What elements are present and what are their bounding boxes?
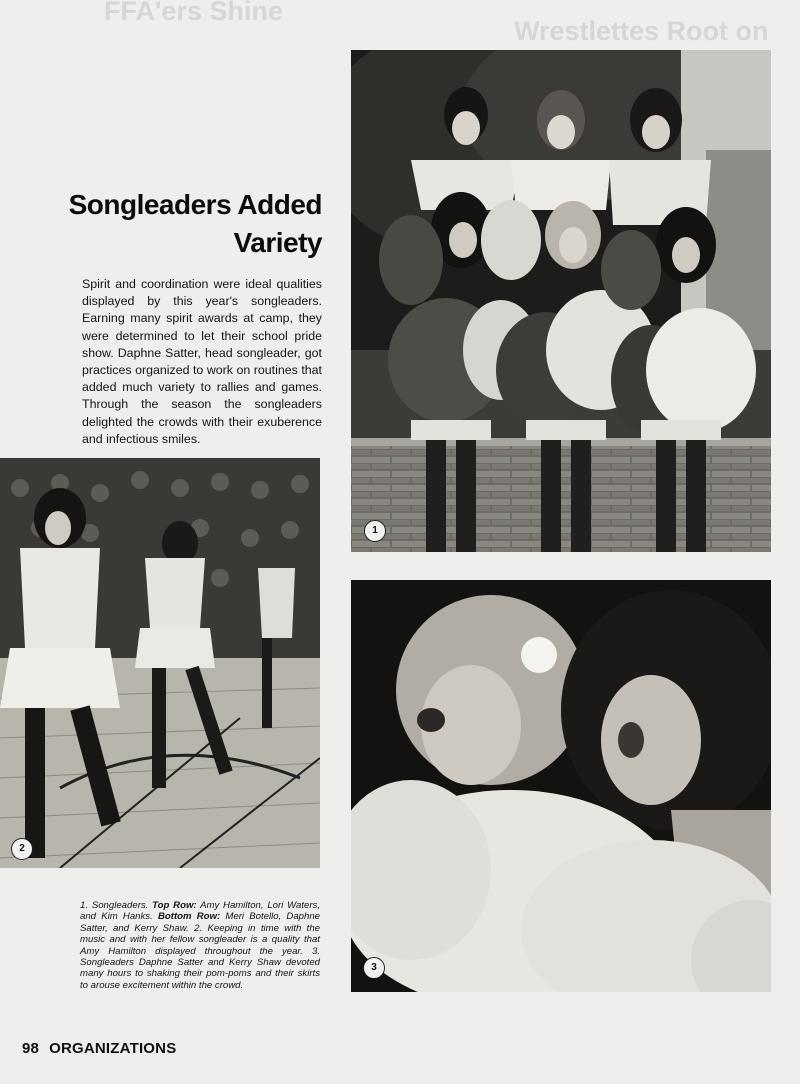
caption-3-number: 3.: [311, 945, 320, 957]
caption-1-row1-text: Amy Hamilton, Lori Waters, and Kim Hanks.: [80, 900, 321, 923]
photo-cheering-closeup: [351, 580, 771, 992]
caption-1-row2-label: Bottom Row:: [157, 911, 221, 923]
headline-line-1: Songleaders Added: [68, 189, 322, 220]
group-portrait-image: [351, 50, 771, 552]
photo-gym-performance: [0, 458, 320, 868]
caption-1-row1-label: Top Row:: [152, 900, 197, 911]
cheering-closeup-image: [351, 580, 771, 992]
photo-number-badge: 3: [363, 957, 385, 979]
photo-number-badge: 2: [11, 838, 33, 860]
caption-1-row2-text: Meri Botello, Daphne Satter, and Kerry Shaw.: [80, 911, 321, 934]
caption-2-number: 2.: [194, 922, 203, 934]
headline: [40, 186, 322, 262]
photo-group-portrait: [351, 50, 771, 552]
photo-captions: [80, 900, 320, 991]
caption-3-text: Songleaders Daphne Satter and Kerry Shaw devoted many hours to shaking their pom-poms and their skirts to arouse excitement within the crowd.: [80, 957, 320, 991]
ghost-heading-right: Wrestlettes Root on: [514, 16, 769, 46]
gym-performance-image: [0, 458, 320, 868]
headline-line-2: Variety: [233, 227, 322, 258]
story-body: Spirit and coordination were ideal qualities displayed by this year's songleaders. Earning many spirit awards at camp, they were determined to let their school pride show. Daphne Satter, head songleader, got practices organized to work on routines that added much variety to rallies and games. Through the season the songleaders delighted the crowds with their exuberence and infectious smiles.: [82, 277, 322, 446]
page-folio: [22, 1040, 186, 1057]
caption-1-number: 1.: [80, 900, 89, 911]
section-name: ORGANIZATIONS: [49, 1040, 177, 1057]
caption-2-text: Keeping in time with the music and with her fellow songleader is a quality that Amy Hamilton displayed throughout the year.: [80, 922, 321, 957]
page-number: 98: [22, 1040, 40, 1057]
caption-1-title: Songleaders.: [91, 900, 149, 911]
ghost-heading-left: FFA'ers Shine: [104, 0, 283, 26]
photo-number-badge: 1: [364, 520, 386, 542]
